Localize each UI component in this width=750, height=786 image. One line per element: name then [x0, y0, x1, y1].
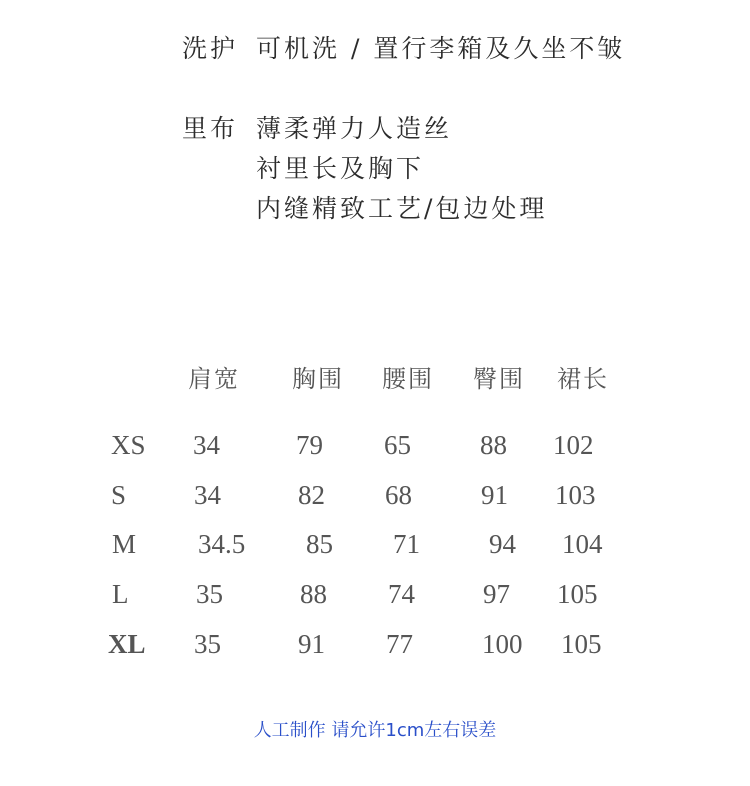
table-cell: 91 — [298, 629, 325, 659]
table-cell: 94 — [489, 529, 516, 559]
table-cell: 82 — [298, 480, 325, 510]
table-cell: 103 — [555, 480, 596, 510]
table-cell: 65 — [384, 430, 411, 460]
table-cell: 105 — [557, 579, 598, 609]
table-cell: 85 — [306, 529, 333, 559]
care-label: 洗护 — [182, 34, 239, 63]
table-cell: 105 — [561, 629, 602, 659]
table-cell: 74 — [388, 579, 415, 609]
lining-line-2: 衬里长及胸下 — [256, 154, 425, 183]
table-cell: 34 — [194, 480, 221, 510]
care-value: 可机洗 / 置行李箱及久坐不皱 — [256, 34, 626, 63]
tolerance-note: 人工制作 请允许1cm左右误差 — [253, 720, 497, 741]
table-cell: 68 — [385, 480, 412, 510]
table-cell: 100 — [482, 629, 523, 659]
size-label-l: L — [112, 579, 129, 609]
table-cell: 88 — [480, 430, 507, 460]
size-label-xl: XL — [108, 629, 146, 659]
size-label-xs: XS — [111, 430, 146, 460]
table-cell: 104 — [562, 529, 603, 559]
header-shoulder: 肩宽 — [188, 365, 240, 393]
table-cell: 97 — [483, 579, 510, 609]
table-cell: 102 — [553, 430, 594, 460]
table-cell: 35 — [194, 629, 221, 659]
table-cell: 71 — [393, 529, 420, 559]
size-label-s: S — [111, 480, 127, 510]
table-cell: 79 — [296, 430, 323, 460]
lining-line-1: 薄柔弹力人造丝 — [256, 114, 453, 143]
table-cell: 91 — [481, 480, 508, 510]
header-bust: 胸围 — [292, 365, 344, 393]
table-cell: 34 — [193, 430, 220, 460]
table-cell: 88 — [300, 579, 327, 609]
table-cell: 34.5 — [198, 529, 246, 559]
lining-label: 里布 — [182, 114, 239, 143]
table-cell: 77 — [386, 629, 413, 659]
table-cell: 35 — [196, 579, 223, 609]
lining-line-3: 内缝精致工艺/包边处理 — [256, 194, 548, 223]
header-hip: 臀围 — [473, 365, 525, 393]
header-length: 裙长 — [557, 365, 609, 393]
header-waist: 腰围 — [382, 365, 434, 393]
size-label-m: M — [112, 529, 137, 559]
